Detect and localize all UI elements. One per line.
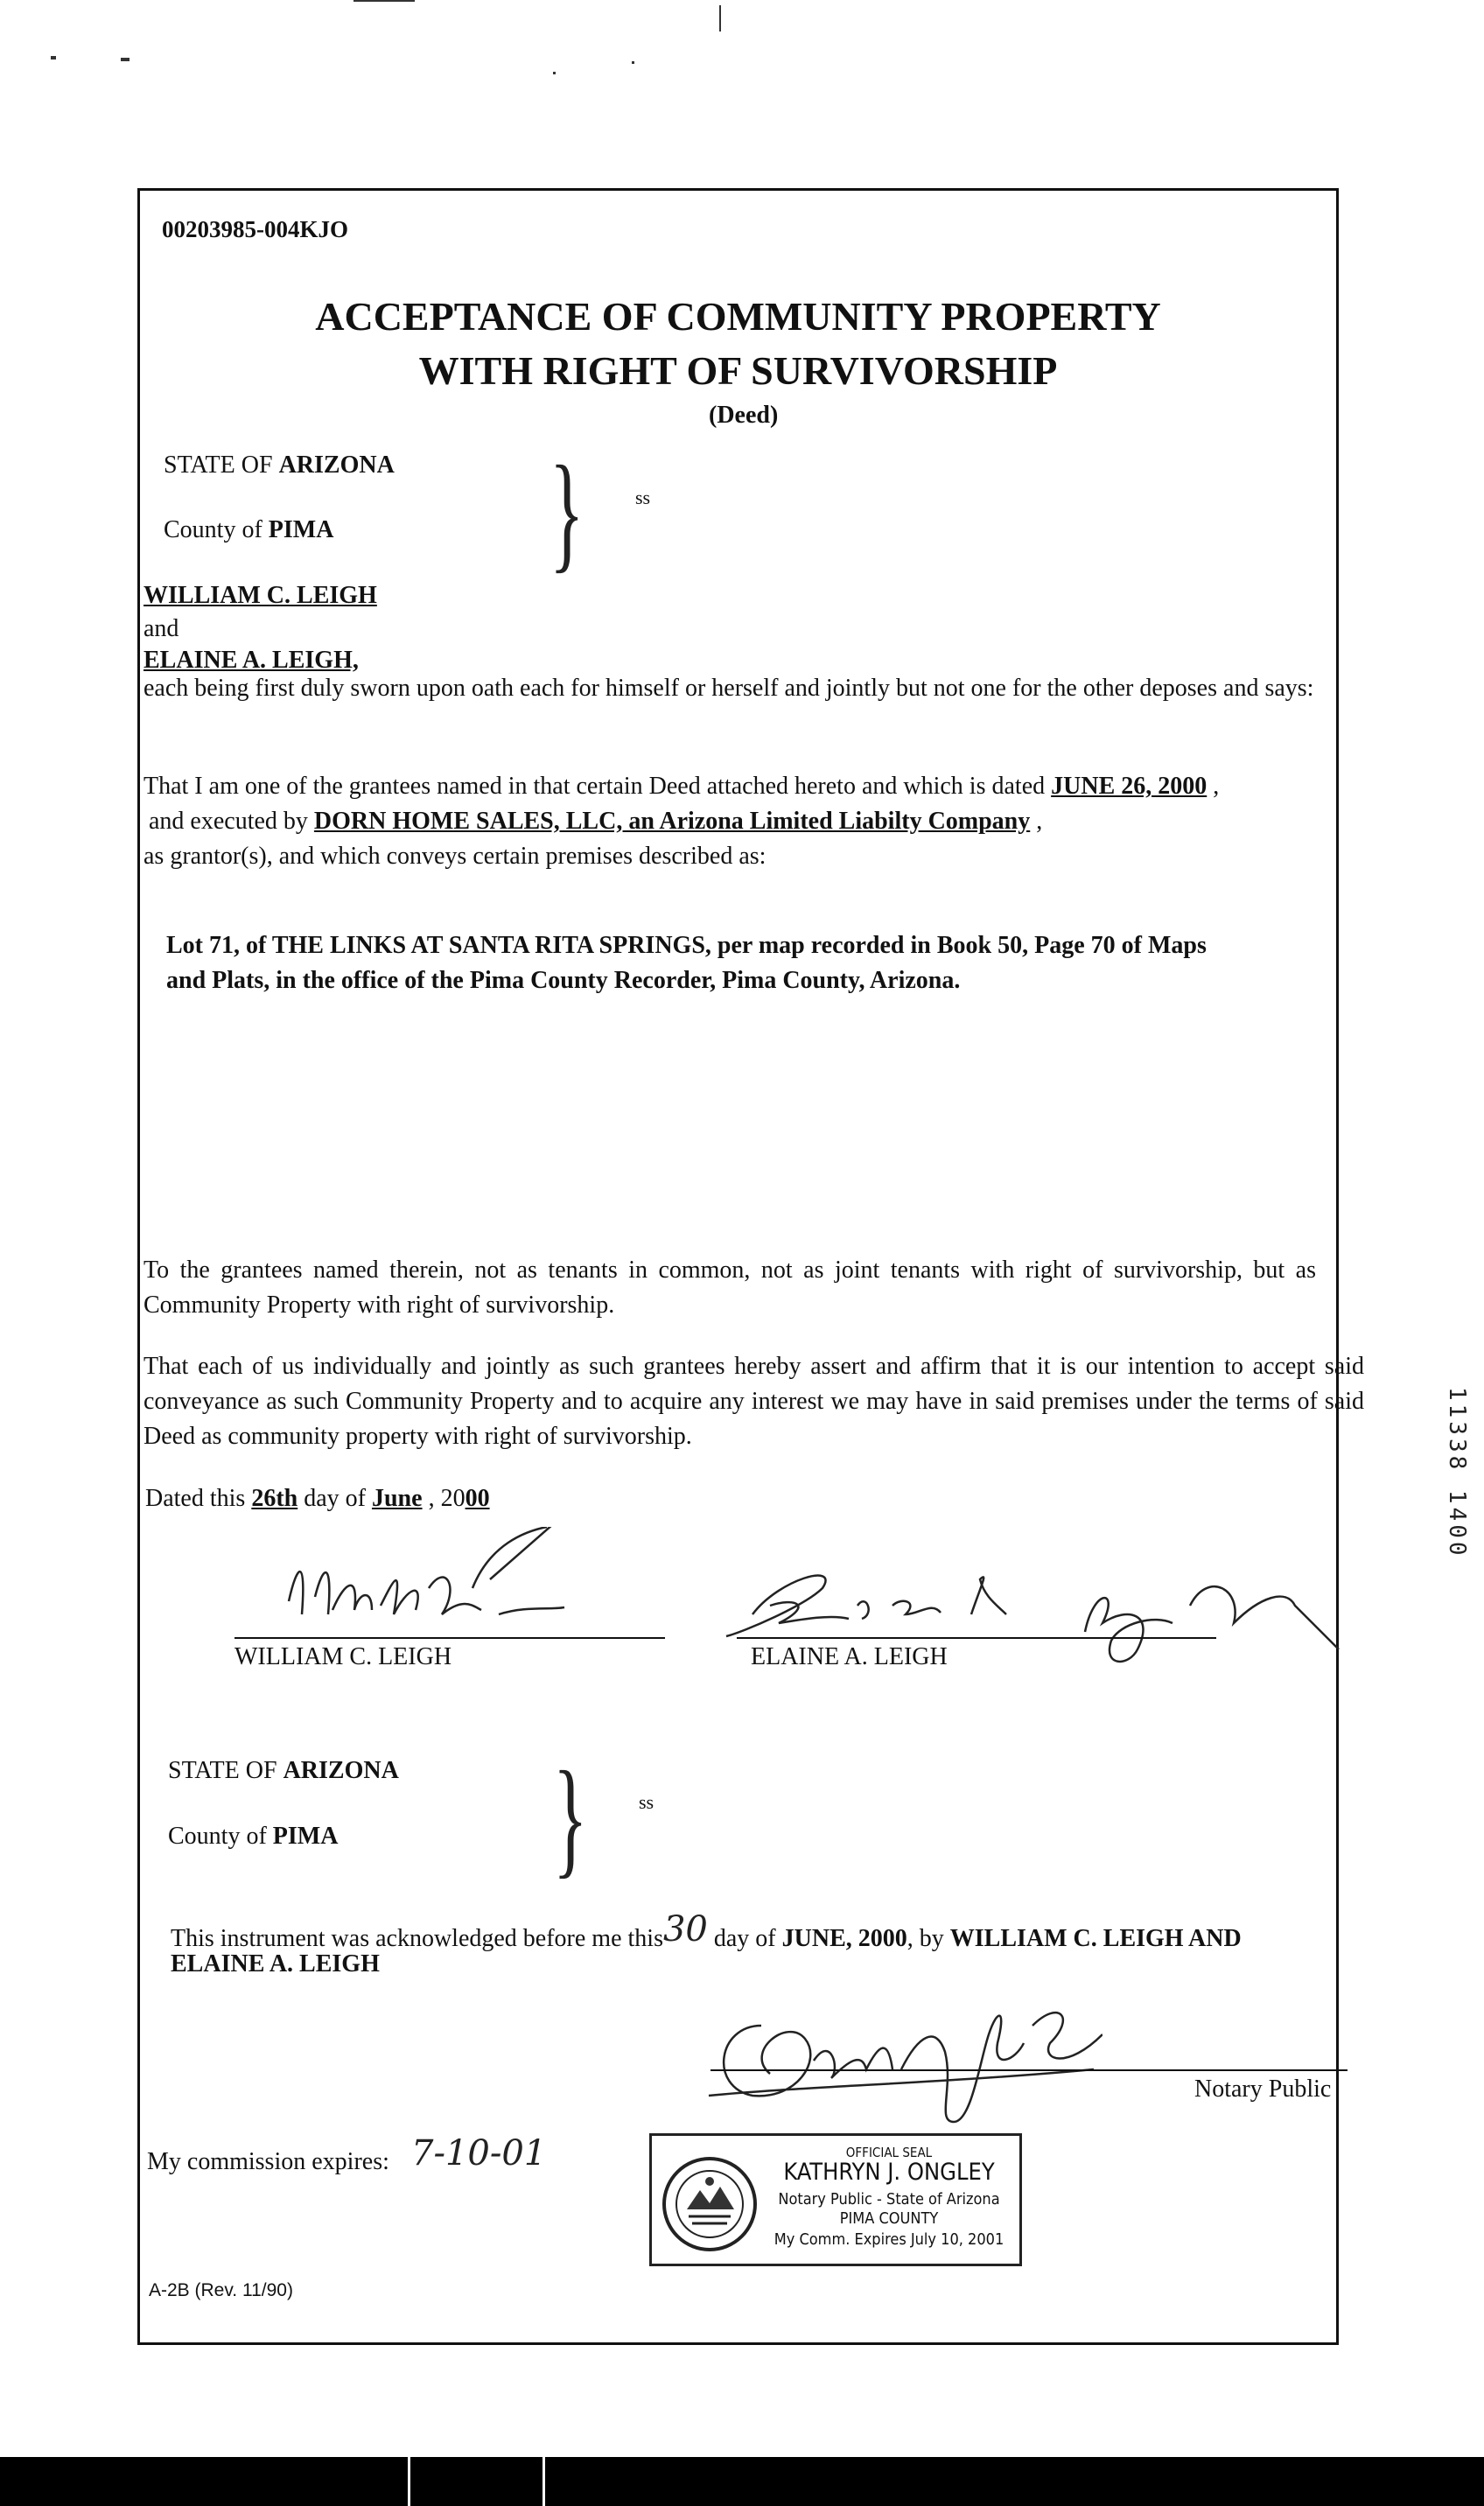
ack-venue-ss: ss [639,1791,654,1813]
document-title-line-2: WITH RIGHT OF SURVIVORSHIP [418,348,1058,393]
dated-month: June [371,1485,423,1512]
notary-signature-line [710,2069,1348,2071]
form-number: A-2B (Rev. 11/90) [149,2280,293,2300]
seal-county: PIMA COUNTY [839,2209,939,2228]
deed-date: JUNE 26, 2000 [1051,773,1208,800]
signature-notary [691,1991,1102,2126]
signature-name-william: WILLIAM C. LEIGH [234,1643,452,1670]
deed-date-suffix: , [1207,773,1220,800]
scan-speck [719,5,721,32]
venue-state-prefix: STATE OF [164,452,279,479]
venue-county [164,516,333,544]
side-recording-stamp: 11338 1400 [1444,1387,1470,1559]
seal-notary-name: KATHRYN J. ONGLEY [783,2159,995,2186]
grantee-1: WILLIAM C. LEIGH [144,582,377,609]
notary-public-label: Notary Public [1194,2076,1332,2103]
scan-bar-gap [542,2457,545,2506]
notary-seal [649,2133,1022,2266]
dated-comma: , 20 [422,1485,466,1512]
commission-date-handwritten: 7-10-01 [411,2133,547,2174]
dated-mid: day of [298,1485,372,1512]
ack-venue-county-value: PIMA [272,1823,339,1850]
seal-official: OFFICIAL SEAL [845,2145,933,2160]
grantor-line [149,808,1042,836]
scan-bar-gap [408,2457,410,2506]
document-title-line-1: ACCEPTANCE OF COMMUNITY PROPERTY [315,294,1161,339]
grantor-name: DORN HOME SALES, LLC, an Arizona Limited Liabilty Company [313,808,1031,835]
dated-line [145,1485,490,1513]
legal-description-line-1: Lot 71, of THE LINKS AT SANTA RITA SPRINGS, per map recorded in Book 50, Page 70 of Maps [166,932,1207,959]
acknowledgment-line-2: ELAINE A. LEIGH [171,1950,380,1978]
ack-names-line-1: WILLIAM C. LEIGH AND [949,1925,1242,1952]
signature-name-elaine: ELAINE A. LEIGH [751,1643,948,1670]
seal-commission-expires: My Comm. Expires July 10, 2001 [774,2230,1004,2249]
deed-date-prefix: That I am one of the grantees named in that certain Deed attached hereto and which is dated [144,773,1052,800]
seal-notary-title: Notary Public - State of Arizona [778,2190,1000,2208]
grantee-2: ELAINE A. LEIGH, [144,647,359,674]
ack-venue-state-prefix: STATE OF [168,1757,284,1784]
dated-prefix: Dated this [145,1485,252,1512]
ack-by: , by [906,1925,950,1952]
venue-ss: ss [635,486,651,508]
ack-venue-county [168,1823,338,1851]
grantor-role-line: as grantor(s), and which conveys certain premises described as: [144,843,766,870]
grantee-and: and [144,615,179,642]
ack-month-year: JUNE, 2000 [781,1925,907,1952]
legal-description-line-2: and Plats, in the office of the Pima County Recorder, Pima County, Arizona. [166,967,961,994]
document-number: 00203985-004KJO [162,216,348,242]
ack-day-handwritten: 30 [662,1909,708,1950]
signature-line-william [234,1637,665,1639]
ack-venue-county-prefix: County of [168,1823,273,1850]
tenancy-paragraph: To the grantees named therein, not as tenants in common, not as joint tenants with right of survivorship, but as Community Property with right of survivorship. [144,1256,1316,1319]
venue-state [164,452,395,480]
venue-brace: } [550,439,584,584]
scan-bottom-bar [0,2457,1484,2506]
scan-speck [51,56,56,60]
signature-line-elaine [737,1637,1216,1639]
ack-venue-brace: } [553,1745,588,1890]
scan-speck [121,58,130,61]
acknowledgment-line-1 [171,1909,1242,1955]
ack-venue-state [168,1757,399,1785]
dated-year: 00 [465,1485,490,1512]
scan-speck [632,61,634,64]
dated-day: 26th [251,1485,298,1512]
scan-speck [354,0,415,2]
venue-county-value: PIMA [268,516,334,543]
venue-state-value: ARIZONA [278,452,395,479]
venue-county-prefix: County of [164,516,269,543]
commission-label: My commission expires: [147,2148,389,2175]
oath-paragraph: each being first duly sworn upon oath each for himself or herself and jointly but not one for the other deposes and says: [144,675,1314,702]
deed-date-line [144,773,1219,801]
signature-william [262,1527,630,1645]
grantor-suffix: , [1030,808,1043,835]
ack-prefix: This instrument was acknowledged before me this [171,1925,663,1952]
scan-speck [553,72,556,74]
affirmation-paragraph: That each of us individually and jointly as such grantees hereby assert and affirm that it is our intention to accept said conveyance as such Community Property and to acquire any interest we may have in said premises under the terms of said Deed as community property with right of survivorship. [144,1353,1364,1450]
document-subtitle: (Deed) [709,402,779,429]
ack-mid: day of [707,1925,782,1952]
grantor-prefix: and executed by [149,808,314,835]
arizona-state-seal-icon [661,2155,759,2253]
ack-venue-state-value: ARIZONA [283,1757,399,1784]
